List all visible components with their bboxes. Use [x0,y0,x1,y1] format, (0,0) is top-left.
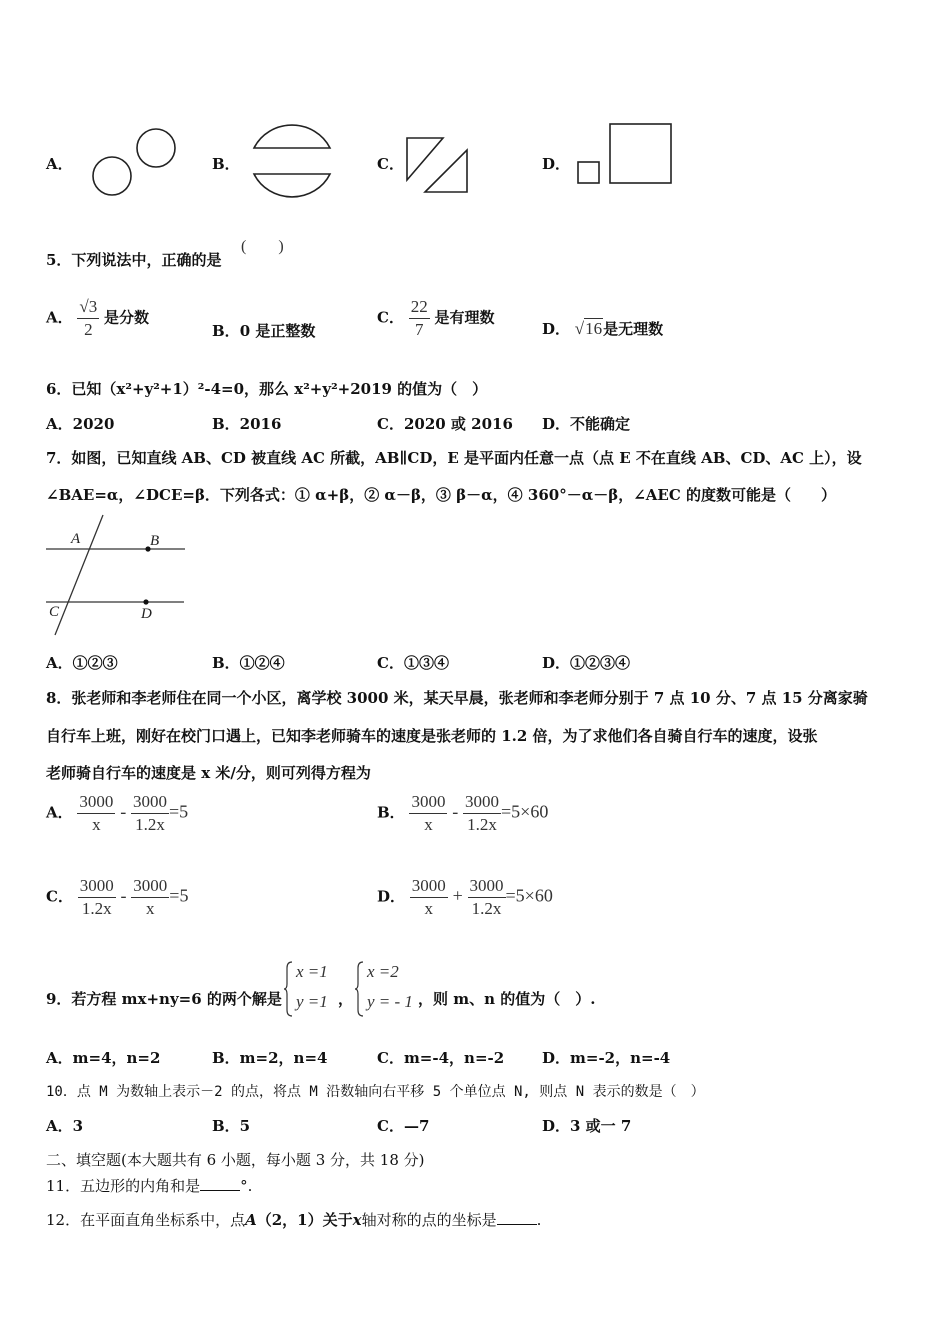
q4-option-d-label: D． [542,155,571,173]
q7-stem-line2: ∠BAE=α，∠DCE=β．下列各式：① α+β，② α－β，③ β－α，④ 360°－α－β，∠AEC 的度数可能是（ ） [46,486,836,504]
q9-comma: ， [338,990,354,1008]
point-d [143,599,148,604]
q9-system2-eq2: y = - 1 [367,992,413,1011]
q9-option-c: C．m=-4，n=-2 [377,1049,505,1067]
q6-option-d: D．不能确定 [542,415,631,433]
q7-option-d: D．①②③④ [542,654,631,672]
label-d: D [141,606,152,622]
q7-stem-line1: 7．如图，已知直线 AB、CD 被直线 AC 所截，AB∥CD，E 是平面内任意一点（点 E 不在直线 AB、CD、AC 上），设 [46,449,862,467]
q7-option-a: A．①②③ [46,654,118,672]
q10-option-b: B．5 [212,1117,251,1135]
q6-option-a: A．2020 [46,415,115,433]
q9-option-d: D．m=-2，n=-4 [542,1049,671,1067]
q11-answer-blank[interactable] [200,1176,240,1191]
q5-d-radical: √16 [574,319,603,338]
q8-stem-line3: 老师骑自行车的速度是 x 米/分，则可列得方程为 [46,764,371,782]
q4-option-b-label: B． [212,155,240,173]
q10-stem: 10．点 M 为数轴上表示－2 的点，将点 M 沿数轴向右平移 5 个单位点 N, 则点 N 表示的数是（ ） [46,1084,705,1100]
q12-answer-blank[interactable] [497,1210,537,1225]
q10-option-d: D．3 或一 7 [542,1117,632,1135]
q9-stem: 9．若方程 mx+ny=6 的两个解是 [46,990,282,1008]
q9-tail: ，则 m、n 的值为（ ）. [418,990,596,1008]
label-c: C [49,604,60,620]
q10-option-a: A．3 [46,1117,84,1135]
q6-option-b: B．2016 [212,415,282,433]
q5-option-a: A． $\frac{√3}{2}$ 是分数 [46,297,150,339]
q9-system1-eq2: y =1 [296,992,328,1011]
q9-option-b: B．m=2，n=4 [212,1049,328,1067]
q6-option-c: C．2020 或 2016 [377,415,513,433]
q8-option-d: D． $\frac{3000}{x}$ + $\frac{3000}{1.2x}$ =5×60 [377,876,553,918]
label-b: B [150,533,160,549]
q5-stem: 5．下列说法中，正确的是 [46,251,222,269]
q7-figure [44,512,190,638]
q12: 12．在平面直角坐标系中，点A（2，1）关于x轴对称的点的坐标是 . [46,1211,542,1229]
q4-option-a-figure [88,126,180,198]
q5-paren: ( ) [241,238,284,255]
q4-option-c-label: C． [377,155,404,173]
q7-option-c: C．①③④ [377,654,449,672]
q9-system2-brace [355,960,365,1018]
q8-option-c: C． $\frac{3000}{1.2x}$ - $\frac{3000}{x}$ =5 [46,876,189,918]
q8-stem-line2: 自行车上班，刚好在校门口遇上，已知李老师骑车的速度是张老师的 1.2 倍，为了求他们各自骑自行车的速度，设张 [46,727,818,745]
q9-option-a: A．m=4，n=2 [46,1049,161,1067]
label-a: A [71,531,81,547]
q4-option-d-figure [574,120,676,190]
q5-option-b: B．0 是正整数 [212,322,316,340]
q10-option-c: C．—7 [377,1117,430,1135]
q4-option-c-figure [403,134,473,196]
q9-system1-brace [284,960,294,1018]
q6-stem: 6．已知（x²+y²+1）²-4=0，那么 x²+y²+2019 的值为（ ） [46,380,488,398]
q7-option-b: B．①②④ [212,654,285,672]
q8-stem-line1: 8．张老师和李老师住在同一个小区，离学校 3000 米，某天早晨，张老师和李老师分别于 7 点 10 分、7 点 15 分离家骑 [46,689,868,707]
q11: 11．五边形的内角和是 °. [46,1177,253,1195]
q9-system1-eq1: x =1 [296,962,328,981]
q4-option-b-figure [250,126,334,198]
q8-option-a: A． $\frac{3000}{x}$ - $\frac{3000}{1.2x}$ =5 [46,792,189,834]
q5-option-d: D． √16是无理数 [542,319,664,338]
section-2-heading: 二、填空题(本大题共有 6 小题，每小题 3 分，共 18 分) [46,1151,425,1169]
q5-a-fraction: $\frac{√3}{2}$ [79,297,98,339]
q4-option-a-label: A． [46,155,73,173]
q5-c-fraction: $\frac{22}{7}$ [410,297,428,339]
q5-option-c: C． $\frac{22}{7}$ 是有理数 [377,297,495,339]
q9-system2-eq1: x =2 [367,962,399,981]
q8-option-b: B． $\frac{3000}{x}$ - $\frac{3000}{1.2x}$ =5×60 [377,792,549,834]
